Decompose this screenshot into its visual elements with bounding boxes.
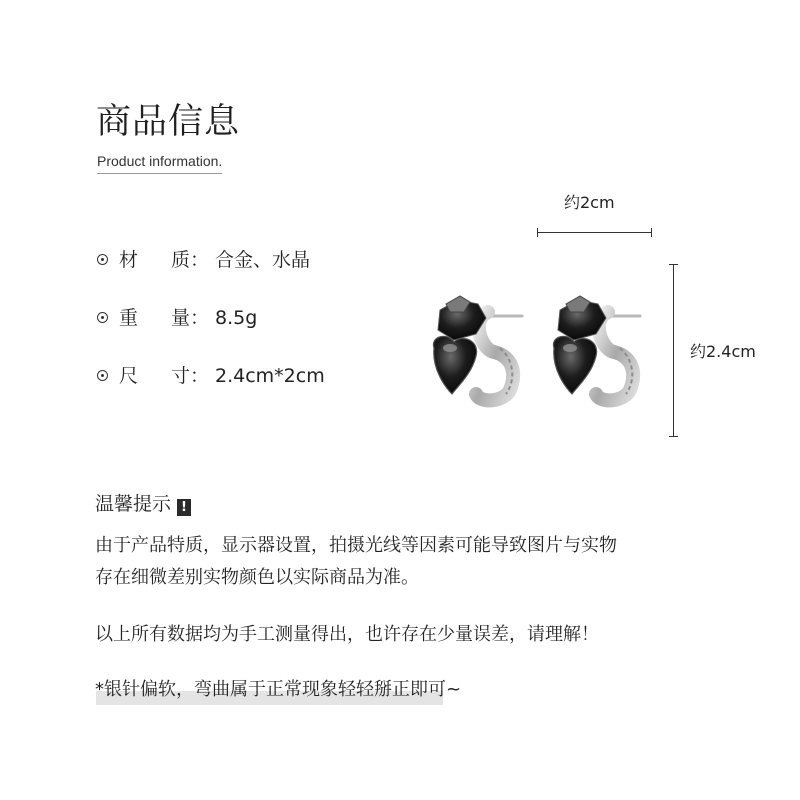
height-dimension-line xyxy=(673,264,674,437)
page-subtitle: Product information. xyxy=(97,152,222,174)
width-dimension-tick-left xyxy=(537,228,538,237)
spec-key-suffix: 寸： xyxy=(171,365,210,387)
spec-value: 8.5g xyxy=(215,307,258,329)
tips-paragraph-1-line-2: 存在细微差别实物颜色以实际商品为准。 xyxy=(95,567,419,588)
earring-right-image xyxy=(540,290,650,408)
spec-value: 2.4cm*2cm xyxy=(215,365,325,387)
bullet-icon xyxy=(97,370,108,381)
height-dimension-tick-bottom xyxy=(669,436,678,437)
page-title: 商品信息 xyxy=(96,102,241,142)
spec-value: 合金、水晶 xyxy=(215,249,311,271)
earring-left-image xyxy=(420,290,530,408)
tips-heading-text: 温馨提示 xyxy=(95,493,172,515)
spec-key: 重 xyxy=(119,307,139,329)
height-dimension-tick-top xyxy=(669,264,678,265)
spec-key: 材 xyxy=(119,249,139,271)
tips-heading xyxy=(95,492,191,516)
tips-paragraph-2: 以上所有数据均为手工测量得出，也许存在少量误差，请理解！ xyxy=(95,624,599,645)
width-dimension-label: 约2cm xyxy=(564,193,615,212)
bullet-icon xyxy=(97,312,108,323)
spec-key: 尺 xyxy=(119,365,139,387)
tips-paragraph-1-line-1: 由于产品特质，显示器设置，拍摄光线等因素可能导致图片与实物 xyxy=(95,535,617,556)
spec-key-suffix: 量： xyxy=(171,307,210,329)
width-dimension-line xyxy=(537,232,652,233)
exclamation-icon: ! xyxy=(177,499,191,516)
width-dimension-tick-right xyxy=(651,228,652,237)
height-dimension-label: 约2.4cm xyxy=(690,342,756,361)
spec-key-suffix: 质： xyxy=(171,249,210,271)
tips-note: *银针偏软，弯曲属于正常现象轻轻掰正即可~ xyxy=(95,679,462,700)
bullet-icon xyxy=(97,254,108,265)
